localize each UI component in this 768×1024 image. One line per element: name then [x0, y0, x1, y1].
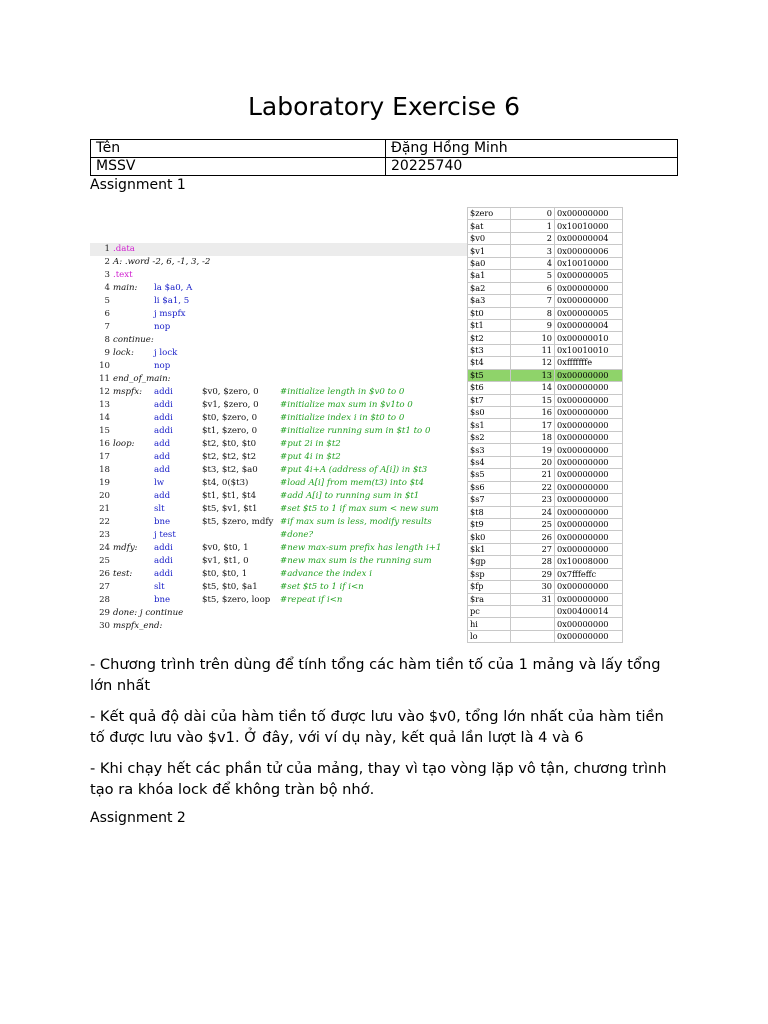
code-line	[90, 516, 467, 529]
register-row	[468, 581, 623, 593]
code-line	[90, 269, 467, 282]
register-row	[468, 307, 623, 319]
register-name: $v0	[468, 232, 511, 244]
register-value: 0x00000010	[555, 332, 623, 344]
line-number: 12	[99, 387, 110, 397]
line-number: 6	[104, 309, 110, 319]
register-name: $t6	[468, 382, 511, 394]
register-value: 0x00000000	[555, 431, 623, 443]
register-name: $s6	[468, 481, 511, 493]
code-instruction: li $a1, 5	[154, 296, 190, 306]
register-value: 0x00000000	[555, 618, 623, 630]
register-row	[468, 295, 623, 307]
line-number: 2	[104, 257, 110, 267]
paragraph-2: - Kết quả độ dài của hàm tiền tố được lưu vào $v0, tổng lớn nhất của hàm tiền tố được lưu vào $v1. Ở đây, với ví dụ này, kết quả lần lượt là 4 và 6	[90, 708, 664, 746]
info-label: MSSV	[91, 158, 386, 176]
code-instruction: bne	[154, 595, 171, 605]
code-instruction: addi	[154, 569, 173, 579]
code-line	[90, 308, 467, 321]
register-value: 0x00000000	[555, 444, 623, 456]
code-editor-screenshot	[90, 243, 467, 633]
register-row	[468, 531, 623, 543]
register-number: 25	[511, 518, 555, 530]
code-instruction: add	[154, 439, 171, 449]
code-label: mspfx:	[113, 387, 142, 397]
register-value: 0x00000004	[555, 232, 623, 244]
register-value: 0x00400014	[555, 606, 623, 618]
info-row-id	[91, 158, 678, 176]
register-value: 0x00000000	[555, 518, 623, 530]
register-number: 17	[511, 419, 555, 431]
register-name: $fp	[468, 581, 511, 593]
code-instruction: .data	[113, 244, 135, 254]
code-instruction: j lock	[154, 348, 178, 358]
code-line	[90, 529, 467, 542]
register-row	[468, 618, 623, 630]
register-value: 0x00000000	[555, 593, 623, 605]
code-comment: #put 4i+A (address of A[i]) in $t3	[280, 465, 428, 475]
code-instruction: .text	[113, 270, 133, 280]
code-instruction: addi	[154, 556, 173, 566]
register-row	[468, 481, 623, 493]
register-number: 27	[511, 543, 555, 555]
register-number: 12	[511, 357, 555, 369]
register-name: $s5	[468, 469, 511, 481]
info-row-name	[91, 140, 678, 158]
code-instruction: addi	[154, 426, 173, 436]
assignment1-heading: Assignment 1	[90, 177, 186, 193]
register-name: $t3	[468, 344, 511, 356]
code-instruction: slt	[154, 504, 165, 514]
register-number: 14	[511, 382, 555, 394]
line-number: 28	[99, 595, 110, 605]
line-number: 10	[99, 361, 110, 371]
register-value: 0x00000000	[555, 369, 623, 381]
line-number: 16	[99, 439, 110, 449]
code-line	[90, 620, 467, 633]
register-value: 0x00000000	[555, 543, 623, 555]
register-name: $s0	[468, 407, 511, 419]
info-value: 20225740	[386, 158, 678, 176]
line-number: 7	[104, 322, 110, 332]
code-line	[90, 542, 467, 555]
register-name: $t2	[468, 332, 511, 344]
line-number: 8	[104, 335, 110, 345]
register-name: $t4	[468, 357, 511, 369]
register-value: 0x00000005	[555, 270, 623, 282]
register-row	[468, 444, 623, 456]
register-row	[468, 344, 623, 356]
register-name: $t9	[468, 518, 511, 530]
register-number: 22	[511, 481, 555, 493]
register-row	[468, 456, 623, 468]
code-operands: $t2, $t2, $t2	[202, 452, 257, 462]
line-number: 1	[104, 244, 110, 254]
code-operands: $t1, $t1, $t4	[202, 491, 257, 501]
code-line	[90, 425, 467, 438]
code-line	[90, 451, 467, 464]
code-line	[90, 477, 467, 490]
register-name: $t7	[468, 394, 511, 406]
code-instruction: addi	[154, 413, 173, 423]
code-label: lock:	[113, 348, 134, 358]
register-number: 16	[511, 407, 555, 419]
line-number: 29	[99, 608, 110, 618]
code-comment: #initialize index i in $t0 to 0	[280, 413, 405, 423]
code-operands: $v1, $zero, 0	[202, 400, 259, 410]
code-comment: #put 2i in $t2	[280, 439, 341, 449]
register-number: 10	[511, 332, 555, 344]
register-value: 0x00000000	[555, 407, 623, 419]
register-number	[511, 606, 555, 618]
register-value: 0x00000000	[555, 382, 623, 394]
line-number: 21	[99, 504, 110, 514]
code-line	[90, 256, 467, 269]
register-name: $zero	[468, 208, 511, 220]
register-number: 11	[511, 344, 555, 356]
register-number	[511, 618, 555, 630]
code-instruction: lw	[154, 478, 165, 488]
register-row	[468, 568, 623, 580]
register-number: 28	[511, 556, 555, 568]
code-instruction: add	[154, 465, 171, 475]
line-number: 5	[104, 296, 110, 306]
register-name: $a2	[468, 282, 511, 294]
code-comment: #repeat if i<n	[280, 595, 343, 605]
register-row	[468, 407, 623, 419]
register-row	[468, 382, 623, 394]
register-panel	[467, 207, 623, 643]
register-number: 19	[511, 444, 555, 456]
register-value: 0x00000000	[555, 481, 623, 493]
line-number: 23	[99, 530, 110, 540]
register-number: 2	[511, 232, 555, 244]
paragraph-1: - Chương trình trên dùng để tính tổng các hàm tiền tố của 1 mảng và lấy tổng lớn nhất	[90, 656, 661, 694]
code-instruction: j test	[154, 530, 176, 540]
register-name: $t0	[468, 307, 511, 319]
code-instruction: bne	[154, 517, 171, 527]
register-row	[468, 543, 623, 555]
code-line	[90, 503, 467, 516]
register-name: $s3	[468, 444, 511, 456]
code-comment: #done?	[280, 530, 314, 540]
register-name: $k0	[468, 531, 511, 543]
code-line	[90, 386, 467, 399]
register-number: 5	[511, 270, 555, 282]
register-value: 0x00000004	[555, 319, 623, 331]
code-instruction: addi	[154, 387, 173, 397]
register-value: 0x00000000	[555, 282, 623, 294]
register-number: 6	[511, 282, 555, 294]
code-label: end_of_main:	[113, 374, 171, 384]
code-comment: #add A[i] to running sum in $t1	[280, 491, 420, 501]
register-number: 0	[511, 208, 555, 220]
code-operands: $v0, $zero, 0	[202, 387, 259, 397]
code-operands: $t5, $zero, mdfy	[202, 517, 274, 527]
register-name: lo	[468, 630, 511, 642]
register-name: $gp	[468, 556, 511, 568]
code-operands: $t5, $zero, loop	[202, 595, 271, 605]
register-value: 0xfffffffe	[555, 357, 623, 369]
register-value: 0x00000000	[555, 419, 623, 431]
register-value: 0x00000000	[555, 394, 623, 406]
register-name: $t8	[468, 506, 511, 518]
register-row	[468, 282, 623, 294]
code-line	[90, 438, 467, 451]
register-row	[468, 419, 623, 431]
register-row	[468, 494, 623, 506]
register-value: 0x10010000	[555, 257, 623, 269]
register-row	[468, 606, 623, 618]
register-row	[468, 369, 623, 381]
code-line	[90, 464, 467, 477]
code-operands: $t2, $t0, $t0	[202, 439, 257, 449]
register-value: 0x00000000	[555, 531, 623, 543]
code-label: done: j continue	[113, 608, 184, 618]
line-number: 15	[99, 426, 110, 436]
register-name: $s4	[468, 456, 511, 468]
register-value: 0x00000000	[555, 630, 623, 642]
code-line	[90, 490, 467, 503]
register-value: 0x00000000	[555, 208, 623, 220]
code-comment: #set $t5 to 1 if max sum < new sum	[280, 504, 439, 514]
code-operands: $v0, $t0, 1	[202, 543, 249, 553]
register-row	[468, 357, 623, 369]
register-row	[468, 394, 623, 406]
register-value: 0x00000000	[555, 506, 623, 518]
register-value: 0x00000000	[555, 581, 623, 593]
register-row	[468, 556, 623, 568]
code-label: A: .word -2, 6, -1, 3, -2	[113, 257, 211, 267]
register-value: 0x10010000	[555, 220, 623, 232]
code-label: mdfy:	[113, 543, 138, 553]
register-row	[468, 332, 623, 344]
register-row	[468, 270, 623, 282]
register-row	[468, 257, 623, 269]
register-row	[468, 232, 623, 244]
line-number: 3	[104, 270, 110, 280]
register-row	[468, 319, 623, 331]
register-row	[468, 245, 623, 257]
register-value: 0x10010010	[555, 344, 623, 356]
register-name: $s7	[468, 494, 511, 506]
register-name: hi	[468, 618, 511, 630]
code-operands: $t4, 0($t3)	[202, 478, 249, 488]
register-number: 20	[511, 456, 555, 468]
register-value: 0x10008000	[555, 556, 623, 568]
code-line	[90, 243, 467, 256]
register-name: $at	[468, 220, 511, 232]
code-line	[90, 412, 467, 425]
code-line	[90, 334, 467, 347]
register-name: pc	[468, 606, 511, 618]
register-row	[468, 506, 623, 518]
line-number: 9	[104, 348, 110, 358]
code-line	[90, 360, 467, 373]
line-number: 4	[104, 283, 110, 293]
line-number: 19	[99, 478, 110, 488]
register-number: 24	[511, 506, 555, 518]
document-title: Laboratory Exercise 6	[247, 92, 520, 121]
register-number: 3	[511, 245, 555, 257]
register-name: $ra	[468, 593, 511, 605]
register-number: 18	[511, 431, 555, 443]
code-line	[90, 555, 467, 568]
register-name: $a1	[468, 270, 511, 282]
code-comment: #initialize max sum in $v1to 0	[280, 400, 413, 410]
line-number: 13	[99, 400, 110, 410]
register-number: 26	[511, 531, 555, 543]
code-comment: #load A[i] from mem(t3) into $t4	[280, 478, 424, 488]
code-instruction: add	[154, 452, 171, 462]
line-number: 27	[99, 582, 110, 592]
code-operands: $t3, $t2, $a0	[202, 465, 258, 475]
register-value: 0x00000000	[555, 456, 623, 468]
register-row	[468, 220, 623, 232]
register-value: 0x00000000	[555, 469, 623, 481]
code-operands: $t5, $t0, $a1	[202, 582, 258, 592]
register-name: $t1	[468, 319, 511, 331]
code-line	[90, 607, 467, 620]
code-operands: $t5, $v1, $t1	[202, 504, 258, 514]
line-number: 25	[99, 556, 110, 566]
line-number: 14	[99, 413, 110, 423]
register-row	[468, 518, 623, 530]
code-line	[90, 295, 467, 308]
register-value: 0x00000000	[555, 295, 623, 307]
register-number: 9	[511, 319, 555, 331]
code-label: mspfx_end:	[113, 621, 163, 631]
code-line	[90, 321, 467, 334]
register-name: $sp	[468, 568, 511, 580]
line-number: 17	[99, 452, 110, 462]
line-number: 30	[99, 621, 110, 631]
line-number: 24	[99, 543, 110, 553]
code-operands: $t0, $t0, 1	[202, 569, 248, 579]
code-instruction: addi	[154, 400, 173, 410]
register-row	[468, 431, 623, 443]
info-value: Đặng Hồng Minh	[386, 140, 678, 158]
code-label: continue:	[113, 335, 154, 345]
register-number: 7	[511, 295, 555, 307]
register-value: 0x00000005	[555, 307, 623, 319]
register-value: 0x00000006	[555, 245, 623, 257]
register-number: 21	[511, 469, 555, 481]
code-instruction: j mspfx	[154, 309, 186, 319]
code-line	[90, 347, 467, 360]
register-number: 29	[511, 568, 555, 580]
code-comment: #new max sum is the running sum	[280, 556, 432, 566]
register-row	[468, 630, 623, 642]
register-value: 0x00000000	[555, 494, 623, 506]
line-number: 18	[99, 465, 110, 475]
register-number: 23	[511, 494, 555, 506]
register-number: 4	[511, 257, 555, 269]
line-number: 26	[99, 569, 110, 579]
code-operands: $t0, $zero, 0	[202, 413, 258, 423]
code-comment: #put 4i in $t2	[280, 452, 341, 462]
register-value: 0x7fffeffc	[555, 568, 623, 580]
code-comment: #if max sum is less, modify results	[280, 517, 432, 527]
code-comment: #advance the index i	[280, 569, 372, 579]
register-number: 30	[511, 581, 555, 593]
info-label: Tên	[91, 140, 386, 158]
code-instruction: nop	[154, 322, 171, 332]
code-label: loop:	[113, 439, 135, 449]
code-comment: #new max-sum prefix has length i+1	[280, 543, 442, 553]
code-instruction: la $a0, A	[154, 283, 193, 293]
code-label: main:	[113, 283, 138, 293]
register-number: 1	[511, 220, 555, 232]
code-instruction: slt	[154, 582, 165, 592]
register-number	[511, 630, 555, 642]
line-number: 22	[99, 517, 110, 527]
register-name: $a0	[468, 257, 511, 269]
register-name: $s2	[468, 431, 511, 443]
register-name: $s1	[468, 419, 511, 431]
register-name: $t5	[468, 369, 511, 381]
code-line	[90, 373, 467, 386]
register-number: 15	[511, 394, 555, 406]
line-number: 11	[99, 374, 110, 384]
code-operands: $t1, $zero, 0	[202, 426, 258, 436]
assignment2-heading: Assignment 2	[90, 810, 186, 826]
code-instruction: add	[154, 491, 171, 501]
code-instruction: addi	[154, 543, 173, 553]
code-comment: #initialize length in $v0 to 0	[280, 387, 405, 397]
register-name: $a3	[468, 295, 511, 307]
paragraph-3: - Khi chạy hết các phần tử của mảng, thay vì tạo vòng lặp vô tận, chương trình tạo ra khóa lock để không tràn bộ nhớ.	[90, 760, 667, 798]
register-row	[468, 593, 623, 605]
register-name: $k1	[468, 543, 511, 555]
register-name: $v1	[468, 245, 511, 257]
code-label: test:	[113, 569, 133, 579]
code-comment: #set $t5 to 1 if i<n	[280, 582, 364, 592]
student-info-table	[90, 139, 678, 176]
code-line	[90, 594, 467, 607]
code-comment: #initialize running sum in $t1 to 0	[280, 426, 431, 436]
code-line	[90, 568, 467, 581]
register-row	[468, 469, 623, 481]
code-line	[90, 581, 467, 594]
code-instruction: nop	[154, 361, 171, 371]
register-row	[468, 208, 623, 220]
code-line	[90, 282, 467, 295]
register-number: 31	[511, 593, 555, 605]
code-line	[90, 399, 467, 412]
register-number: 13	[511, 369, 555, 381]
code-operands: $v1, $t1, 0	[202, 556, 249, 566]
line-number: 20	[99, 491, 110, 501]
register-number: 8	[511, 307, 555, 319]
